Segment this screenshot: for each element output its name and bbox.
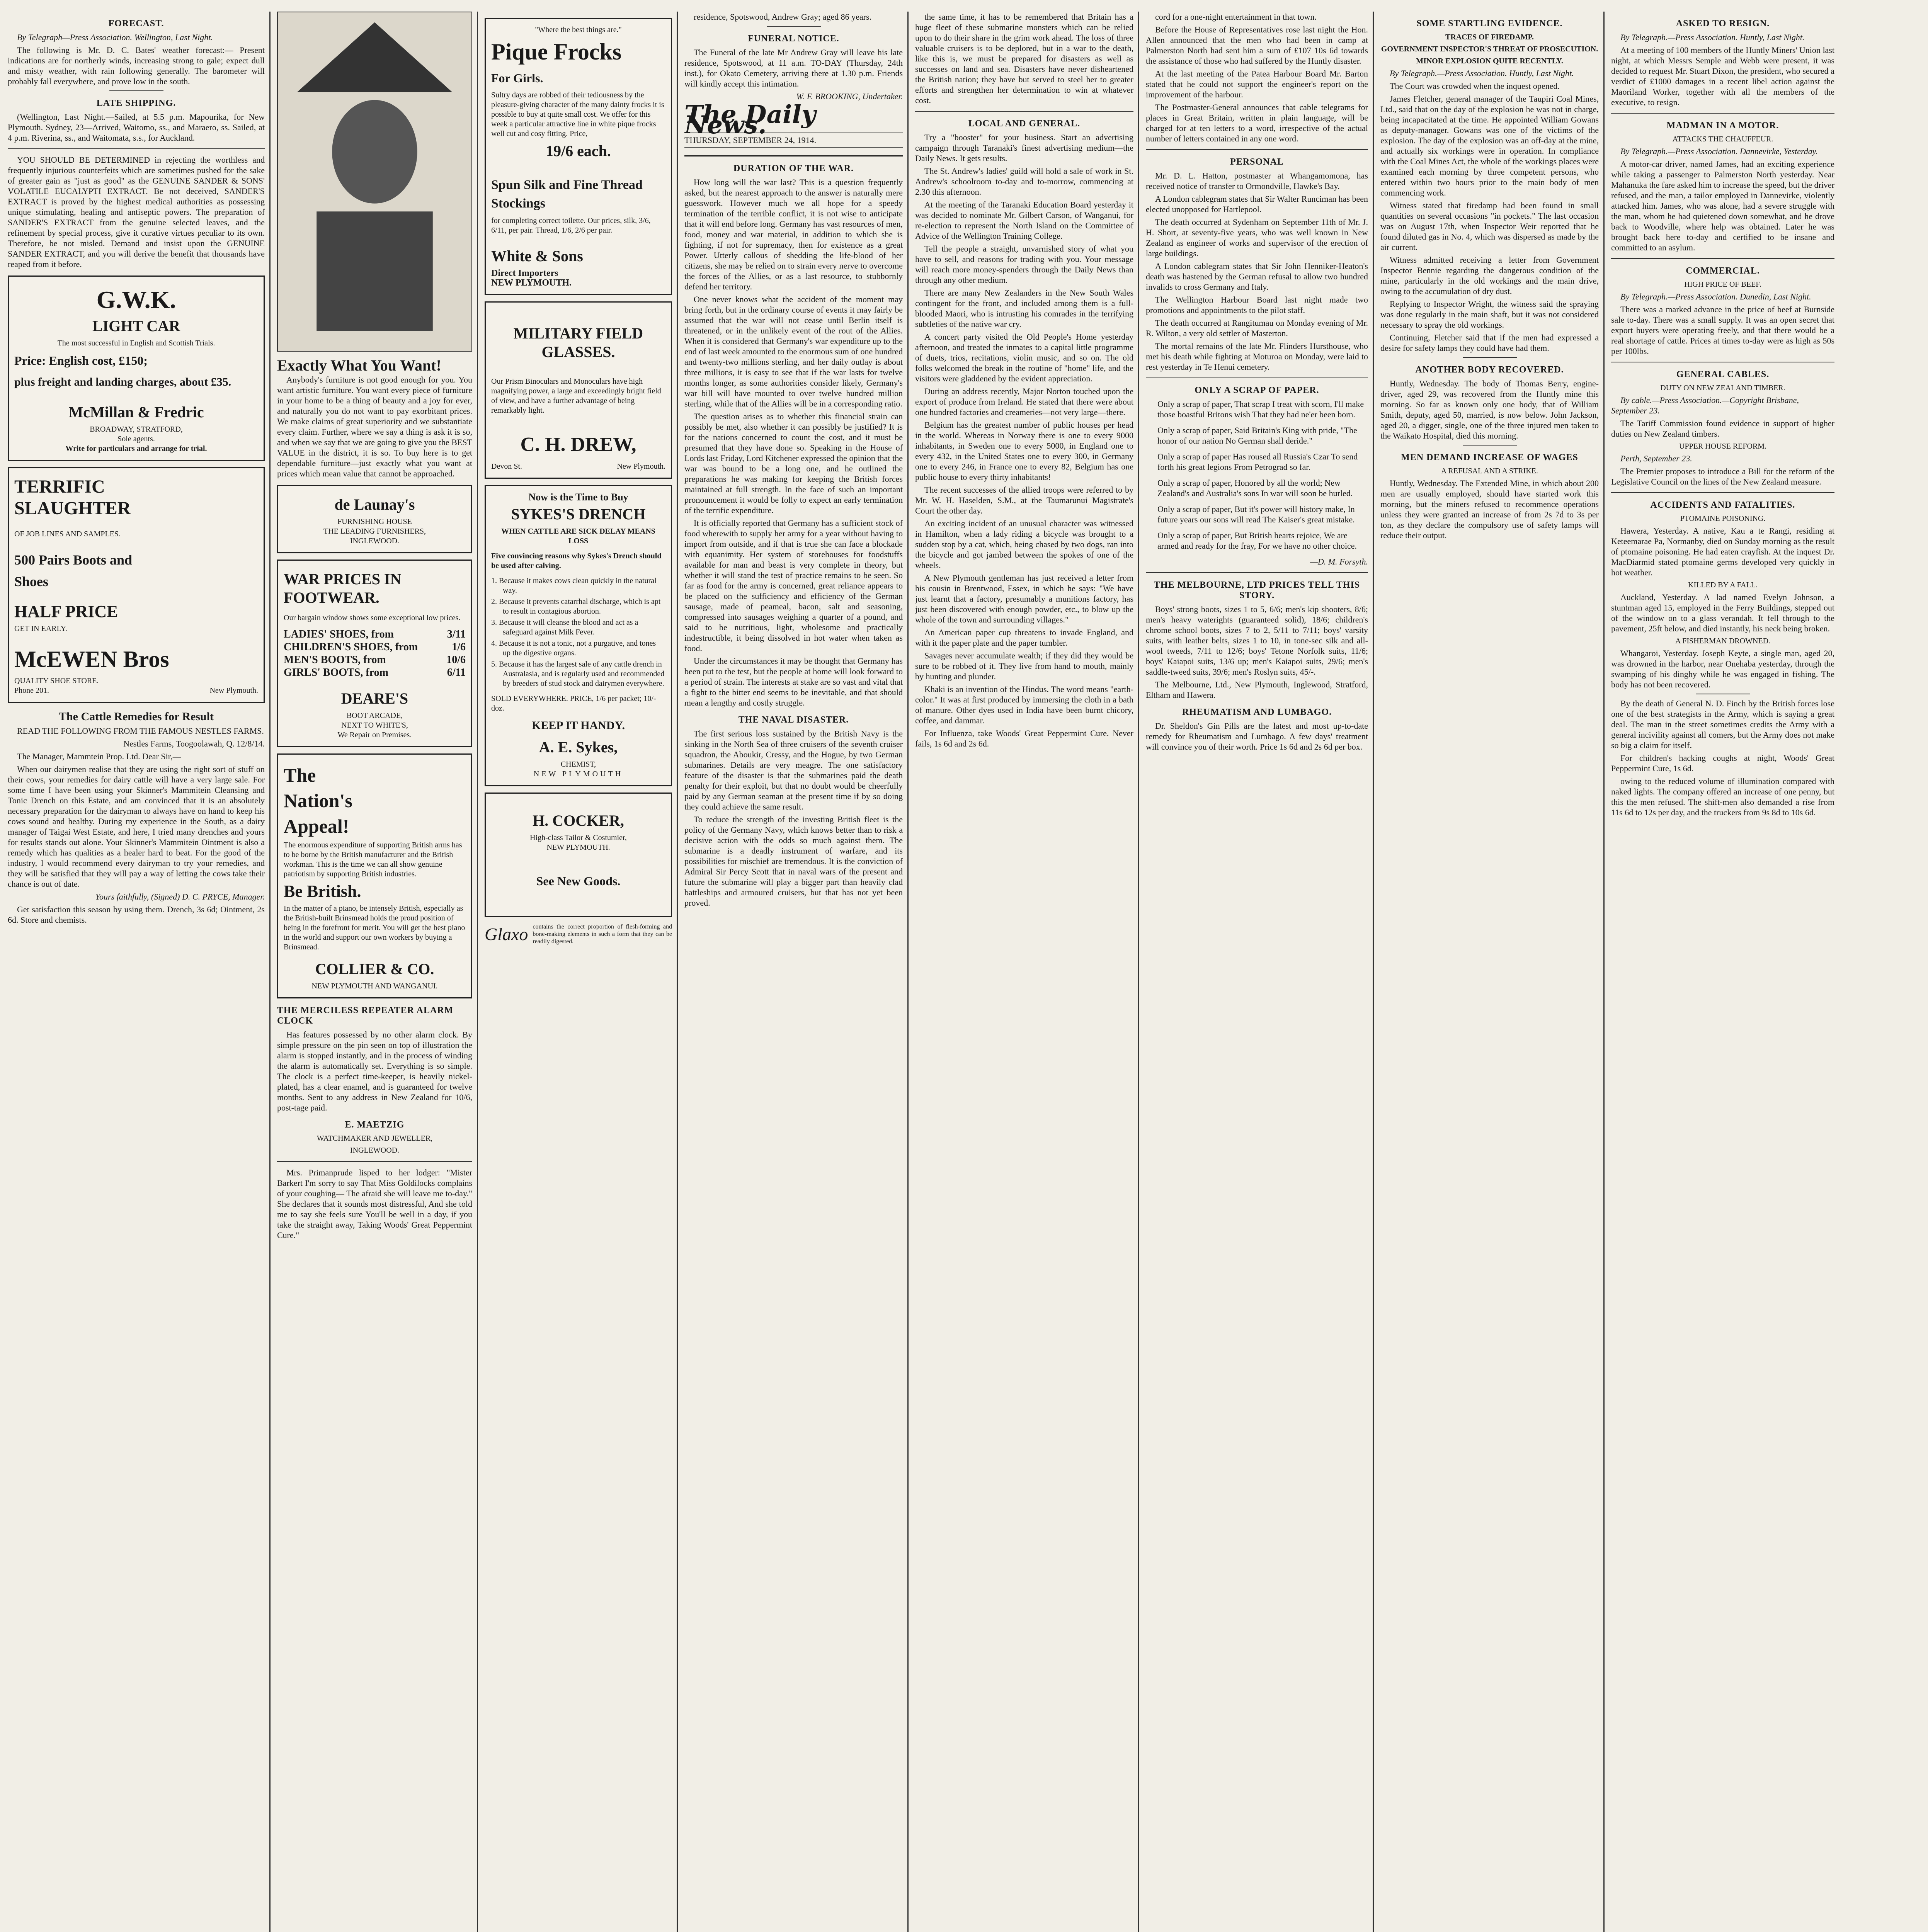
cattle-intro: READ THE FOLLOWING FROM THE FAMOUS NESTLES FARMS. — [17, 726, 264, 736]
glaxo-logo: Glaxo — [485, 924, 528, 944]
deares-name: DEARE'S — [341, 690, 408, 707]
divider — [1611, 258, 1834, 259]
divider — [767, 26, 821, 27]
gwk-car-ad — [8, 276, 265, 461]
local-item-13: Savages never accumulate wealth; if they did they would be sure to be robbed of it. They live from hand to mouth, mainly by hunting and plunder. — [915, 651, 1133, 681]
aesykes-l2: NEW PLYMOUTH — [533, 770, 623, 778]
drew-street: Devon St. — [491, 462, 522, 471]
spun-heading: Spun Silk and Fine Thread Stockings — [491, 178, 643, 211]
sykes-keep: KEEP IT HANDY. — [532, 719, 625, 732]
nation-l2: Nation's — [284, 790, 352, 811]
poem-stanza-3: Only a scrap of paper Has roused all Russia's Czar To send forth his great legions From Petrograd so far. — [1157, 452, 1358, 472]
pique-price: 19/6 each. — [546, 142, 611, 160]
divider — [1463, 357, 1517, 358]
cocker-l2: NEW PLYMOUTH. — [546, 843, 610, 852]
madman-dateline: By Telegraph.—Press Association. Dannevirke, Yesterday. — [1620, 146, 1818, 156]
accidents-heading: ACCIDENTS AND FATALITIES. — [1650, 500, 1795, 510]
gwk-desc: The most successful in English and Scottish Trials. — [57, 339, 215, 347]
exactly-body: Anybody's furniture is not good enough for you. You want artistic furniture. You want every piece of furniture in your home to be a thing of beauty and a joy for ever, and naturally you do not want to pay exorbitant prices. We make claims of great superiority and we substantiate every claim. Further, where we say a thing is ask it is so, and when we say that we are going to give you the BEST VALUE in the district, it is so. To buy here is to get dependable furniture—just exactly what you want at prices which mean value that cannot be approached. — [277, 375, 472, 478]
poem-stanza-4: Only a scrap of paper, Honored by all the world; New Zealand's and Australia's sons In war will soon be hurled. — [1157, 478, 1353, 498]
sykes-now: Now is the Time to Buy — [528, 492, 628, 503]
see-new-goods: See New Goods. — [536, 874, 621, 888]
masthead — [684, 100, 903, 156]
war-para-5: Under the circumstances it may be thought that Germany has been put to the test, but the people at home will look forward to a period of strain. The interests at stake are so vast and vital that a fight to the bitter end seems to be inevitable, and that should mean a lengthy and costly struggle. — [684, 656, 903, 707]
ptomaine-body: Hawera, Yesterday. A native, Kau a te Rangi, residing at Keteemarae Pa, Normanby, died on Sunday morning as the result of ptomaine poisoning. He had eaten crayfish. At the inquest Dr. MacDiarmid stated ptomaine germs developed very quickly in hot weather. — [1611, 526, 1834, 577]
pique-body: Sultry days are robbed of their tediousness by the pleasure-giving character of the many dainty frocks it is possible to buy at quite small cost. We offer for this week a particular attractive line in white pique frocks well cut and cosy fitting. Price, — [491, 91, 664, 138]
maetzig-name: E. MAETZIG — [345, 1120, 405, 1130]
forecast-heading: FORECAST. — [108, 19, 164, 29]
cattle-tail: Get satisfaction this season by using them. Drench, 3s 6d; Ointment, 2s 6d. Store and chemists. — [8, 905, 265, 925]
influenza-notice: For Influenza, take Woods' Great Peppermint Cure. Never fails, 1s 6d and 2s 6d. — [915, 728, 1133, 748]
melbourne-addr: The Melbourne, Ltd., New Plymouth, Inglewood, Stratford, Eltham and Hawera. — [1146, 680, 1368, 700]
poem-heading: ONLY A SCRAP OF PAPER. — [1195, 385, 1319, 395]
local-item-12: An American paper cup threatens to invade England, and with it the paper plate and the paper tumbler. — [915, 628, 1133, 648]
fisher-body: Whangaroi, Yesterday. Joseph Keyte, a single man, aged 20, was drowned in the harbor, near Onehaba yesterday, through the swamping of his dinghy while he was engaged in fishing. The body has not been recovered. — [1611, 648, 1834, 689]
alarm-body: Has features possessed by no other alarm clock. By simple pressure on the pin seen on top of illustration the alarm is stopped instantly, and in the process of winding the alarm is automatically set. Everything is so simple. The clock is a perfect time-keeper, is heavily nickel-plated, has a clear enamel, and is guaranteed for twelve months. Sent to any address in New Zealand for 10/6, post-tage paid. — [277, 1030, 472, 1112]
divider — [1611, 113, 1834, 114]
funeral-sig: W. F. BROOKING, Undertaker. — [796, 92, 903, 101]
column-8 — [1611, 12, 1839, 1932]
pique-tag: "Where the best things are." — [535, 26, 622, 34]
column-3 — [485, 12, 678, 1932]
rheumatism-body: Dr. Sheldon's Gin Pills are the latest and most up-to-date remedy for Rheumatism and Lumbago. A few days' treatment will convince you of their worth. Price 1s 6d and 2s 6d per box. — [1146, 721, 1368, 752]
melbourne-body: Boys' strong boots, sizes 1 to 5, 6/6; men's kip shooters, 8/6; men's heavy waterights (guaranteed solid), 18/6; children's chrome school boots, sizes 7 to 2, 5/11 to 7/11; boys' varsity suits, with leather belts, sizes 1 to 10, in tone-sec silk and all-wool tweeds, 7/11 to 12/6; boys' Tetone Norfolk suits, 11/6; boys' Kaiapoi suits, 13/6 up; men's Kaiapoi suits, 29/6; men's saddle-tweed suits, 39/6; men's Roslyn suits, 45/-. — [1146, 604, 1368, 677]
company-body: owing to the reduced volume of illumination compared with naked lights. The company offered an increase of one penny, but this the men refused. The shift-men also demanded a rise from 11s 6d to 12s per day, and the truckers from 9s 8d to 10s 6d. — [1611, 776, 1834, 817]
cables-heading: GENERAL CABLES. — [1676, 369, 1770, 379]
cocker-ad — [485, 793, 672, 917]
another-body-text: Huntly, Wednesday. The body of Thomas Berry, engine-driver, aged 29, was recovered from the Huntly mine this morning. So far as known only one body, that of William Smith, deputy, aged 50, married, is now below. John Jackson, aged 20, a digger, single, one of the three injured men taken to the Waikato Hospital, died this morning. — [1380, 379, 1599, 440]
price-row-2: MEN'S BOOTS, from 10/6 — [284, 654, 466, 666]
column-1 — [8, 12, 271, 1932]
sykes-sold: SOLD EVERYWHERE. PRICE, 1/6 per packet; 10/- doz. — [491, 694, 656, 713]
delaunay-l3: INGLEWOOD. — [350, 537, 400, 545]
military-glasses-ad — [485, 301, 672, 479]
nation-l3: Appeal! — [284, 815, 349, 837]
column-7 — [1380, 12, 1605, 1932]
delaunay-l1: FURNISHING HOUSE — [337, 517, 412, 526]
sykes-intro: Five convincing reasons why Sykes's Drench should be used after calving. — [491, 552, 662, 570]
sykes-reason-3: 3. Because it will cleanse the blood and act as a safeguard against Milk Fever. — [491, 618, 638, 636]
personal-heading: PERSONAL — [1230, 157, 1284, 167]
slaughter-l6: HALF PRICE — [14, 602, 118, 621]
slaughter-ad — [8, 467, 265, 703]
deares-l3: We Repair on Premises. — [337, 731, 412, 739]
finch-body: By the death of General N. D. Finch by the British forces lose one of the best strategists in the Army, which is saying a great deal. The man in the street sometimes credits the Army with a general incivility against all comers, but the Army does not make so big a claim for itself. — [1611, 699, 1834, 750]
naval-heading: THE NAVAL DISASTER. — [738, 715, 849, 725]
poem-stanza-5: Only a scrap of paper, But it's power will history make, In future years our sons will read The Kaiser's great mistake. — [1157, 504, 1355, 524]
gwk-name: G.W.K. — [96, 286, 176, 313]
column-4 — [684, 12, 909, 1932]
local-item-9: The recent successes of the allied troops were referred to by Mr. W. H. Haselden, S.M., at the Taumarunui Magistrate's Court the other day. — [915, 485, 1133, 515]
cough-notice: For children's hacking coughs at night, Woods' Great Peppermint Cure, 1s 6d. — [1611, 753, 1834, 773]
timber-dateline: By cable.—Press Association.—Copyright Brisbane, September 23. — [1611, 395, 1799, 415]
white-name: White & Sons — [491, 247, 583, 265]
sykes-reason-2: 2. Because it prevents catarrhal discharge, which is apt to result in contagious abortion. — [491, 597, 661, 616]
poem-sig: —D. M. Forsyth. — [1310, 557, 1368, 566]
maetzig-l1: WATCHMAKER AND JEWELLER, — [317, 1134, 433, 1143]
sykes-sub: WHEN CATTLE ARE SICK DELAY MEANS LOSS — [501, 527, 655, 545]
cattle-addr: Nestles Farms, Toogoolawah, Q. 12/8/14. — [123, 739, 265, 748]
fall-body: Auckland, Yesterday. A lad named Evelyn Johnson, a stuntman aged 15, employed in the Ferry Buildings, stepped out of the window on to a glass verandah. It fell through to the pavement, 25ft below, and died instantly, his neck being broken. — [1611, 592, 1834, 633]
portrait-illustration — [277, 12, 472, 352]
column-5 — [915, 12, 1139, 1932]
gwk-price: Price: English cost, £150; — [14, 354, 148, 367]
poem-stanza-2: Only a scrap of paper, Said Britain's King with pride, "The honor of our nation No German shall deride." — [1157, 425, 1357, 446]
military-heading: MILITARY FIELD GLASSES. — [513, 325, 643, 361]
war-prices-heading: WAR PRICES IN FOOTWEAR. — [284, 570, 402, 606]
divider — [1611, 492, 1834, 493]
deares-l2: NEXT TO WHITE'S, — [341, 721, 408, 730]
forecast-body: The following is Mr. D. C. Bates' weather forecast:— Present indications are for northerly winds, increasing strong to gale; expect dull and misty weather, with rain following generally. The barometer will probably fall everywhere, and prove low in the south. — [8, 45, 265, 86]
column-2 — [277, 12, 478, 1932]
spun-body: for completing correct toilette. Our prices, silk, 3/6, 6/11, per pair. Thread, 1/6, 2/6 per pair. — [491, 216, 651, 235]
divider — [915, 111, 1133, 112]
sykes-reason-4: 4. Because it is not a tonic, not a purgative, and tones up the digestive organs. — [491, 639, 656, 657]
personal-item-4: A London cablegram states that Sir John Henniker-Heaton's death was hastened by the German refusal to allow two hundred invalids to cross Germany and Italy. — [1146, 261, 1368, 292]
col6-top-1: cord for a one-night entertainment in that town. — [1155, 12, 1317, 22]
local-item-4: Tell the people a straight, unvarnished story of what you have to sell, and reasons for trading with you. Your message will reach more money-spenders through the Daily News than through any other medium. — [915, 244, 1133, 285]
fall-heading: KILLED BY A FALL. — [1688, 581, 1758, 589]
mcewen-name: McEWEN Bros — [14, 646, 169, 672]
funeral-body: The Funeral of the late Mr Andrew Gray will leave his late residence, Spotswood, at 11 a.m. TO-DAY (Thursday, 24th inst.), for Okato Cemetery, arriving there at 1.30 p.m. Friends will kindly accept this intimation. — [684, 48, 903, 88]
nation-l1: The — [284, 764, 316, 786]
war-para-3: The question arises as to whether this financial strain can possibly be met, also whether it can possibly be justified? It is for the nations concerned to count the cost, and it must be presumed that they have done so. Speaking in the House of Lords last Friday, Lord Kitchener expressed the opinion that the war was bound to be a long one, and he outlined the preparations he was making for keeping the British forces maintained at full strength. In the face of such an important pronouncement it would be folly to expect an early termination of the terrific expenditure. — [684, 412, 903, 515]
huntly-para-3: Witness stated that firedamp had been found in small quantities on several occasions "in pockets." The last occasion was on August 17th, when Inspector Weir reported that he found diluted gas in No. 4, which was dispersed as made by the air current. — [1380, 201, 1599, 252]
cocker-name: H. COCKER, — [533, 812, 624, 829]
huntly-para-5: Replying to Inspector Wright, the witness said the spraying was done regularly in the main shaft, but it was not considered necessary to spray the old workings. — [1380, 299, 1599, 330]
personal-item-2: A London cablegram states that Sir Walter Runciman has been elected unopposed for Hartlepool. — [1146, 194, 1368, 214]
poem-stanza-6: Only a scrap of paper, But British hearts rejoice, We are armed and ready for the fray, For we have no other choice. — [1157, 531, 1357, 551]
divider — [8, 148, 265, 149]
timber-body: The Tariff Commission found evidence in support of higher duties on New Zealand timbers. — [1611, 418, 1834, 439]
pique-heading: Pique Frocks — [491, 39, 622, 65]
rheumatism-heading: RHEUMATISM AND LUMBAGO. — [1182, 707, 1332, 717]
another-body-heading: ANOTHER BODY RECOVERED. — [1415, 365, 1564, 375]
forecast-dateline: By Telegraph—Press Association. Wellington, Last Night. — [17, 32, 213, 42]
mcewen-tag: QUALITY SHOE STORE. — [14, 677, 99, 685]
local-item-5: There are many New Zealanders in the New South Wales contingent for the front, and included among them is a full-blooded Maori, who is intrusting his comrades in the terrifying subtleties of the native war cry. — [915, 288, 1133, 329]
upper-dateline: Perth, September 23. — [1620, 454, 1692, 463]
mcewen-town: New Plymouth. — [209, 686, 258, 695]
madman-sub: ATTACKS THE CHAUFFEUR. — [1672, 135, 1773, 143]
slaughter-l4: 500 Pairs Boots and — [14, 552, 133, 568]
local-item-1: Try a "booster" for your business. Start an advertising campaign through Taranaki's finest advertising medium—the Daily News. It gets results. — [915, 133, 1133, 163]
alarm-heading: THE MERCILESS REPEATER ALARM CLOCK — [277, 1005, 454, 1026]
column-6 — [1146, 12, 1374, 1932]
slaughter-l3: OF JOB LINES AND SAMPLES. — [14, 530, 121, 538]
pique-sub: For Girls. — [491, 71, 543, 85]
fisher-heading: A FISHERMAN DROWNED. — [1675, 637, 1771, 645]
naval-para-2: To reduce the strength of the investing British fleet is the policy of the Germany Navy, which knows better than to risk a decisive action with the odds so much against them. The submarine is a deadly instrument of warfare, and its possibilities for mischief are tremendous. It is the conviction of Admiral Sir Percy Scott that in naval wars of the present and future the submarine will play a bigger part than heavily clad battleships and armoured cruisers, but that has not yet been proved. — [684, 815, 903, 908]
local-heading: LOCAL AND GENERAL. — [968, 119, 1081, 129]
mcmillan-agents: Sole agents. — [117, 435, 155, 443]
local-item-7: During an address recently, Major Norton touched upon the export of produce from Ireland. He stated that there were about one hundred factories and creameries—not very large—there. — [915, 386, 1133, 417]
shipping-body: (Wellington, Last Night.—Sailed, at 5.5 p.m. Mapourika, for New Plymouth. Sydney, 23—Arrived, Waitomo, ss., and Maraero, ss. Sailed, at 4 p.m. Riverina, ss., and Waitomata, s.s., for Auckland. — [8, 112, 265, 143]
deares-l1: BOOT ARCADE, — [346, 711, 403, 720]
naval-continued: the same time, it has to be remembered that Britain has a huge fleet of these submarine monsters which can be relied upon to do their share in the grim work ahead. The loss of three valuable cruisers is to be deplored, but in a war to the death, like this is, we must be prepared for disasters as well as successes on land and sea. Disasters have never disheartened the British nation; they have but served to steel her to greater efforts and strengthen her determination to win at whatever cost. — [915, 12, 1133, 105]
local-item-8: Belgium has the greatest number of public houses per head in the world. Whereas in Norway there is one to every 9000 inhabitants, in Sweden one to every 5000, in England one to every 432, in the United States one to every 300, in Germany one to every 246, in France one to every 82, Belgium has one public house to every thirty inhabitants! — [915, 420, 1133, 482]
poem-stanza-1: Only a scrap of paper, That scrap I treat with scorn, I'll make those boastful Britons wish That they had ne'er been born. — [1157, 399, 1364, 419]
issue-date: THURSDAY, SEPTEMBER 24, 1914. — [684, 133, 903, 148]
divider — [109, 90, 163, 91]
war-prices-intro: Our bargain window shows some exceptional low prices. — [284, 614, 461, 622]
local-item-2: The St. Andrew's ladies' guild will hold a sale of work in St. Andrew's schoolroom to-day and to-morrow, commencing at 2.30 this afternoon. — [915, 166, 1133, 197]
sander-ad-body: YOU SHOULD BE DETERMINED in rejecting the worthless and frequently injurious counterfeits which are sometimes pushed for the sake of greater gain as "just as good" as the GENUINE SANDER & SONS' VOLATILE EUCALYPTI EXTRACT. Be not deceived, SANDER'S EXTRACT is proved by the highest medical authorities as possessing unique stimulating, healing and antiseptic powers. The preparation of SANDER'S EXTRACT from the genuine selected leaves, and the refinement by special process, give it curative virtues peculiar to its own. Therefore, be not misled. Demand and insist upon the GENUINE SANDER EXTRACT, and you will derive the benefit that thousands have reaped from it before. — [8, 155, 265, 269]
cattle-to: The Manager, Mammtein Prop. Ltd. Dear Sir,— — [17, 752, 181, 761]
nation-appeal-ad — [277, 753, 472, 998]
slaughter-l2: SLAUGHTER — [14, 498, 131, 519]
local-item-3: At the meeting of the Taranaki Education Board yesterday it was decided to nominate Mr. Gilbert Carson, of Wanganui, for re-election to represent the North Island on the Committee of Advice of the Wellington Training College. — [915, 200, 1133, 241]
poem — [1146, 399, 1368, 551]
delaunay-name: de Launay's — [334, 496, 415, 513]
white-l1: Direct Importers — [491, 268, 558, 278]
pique-frocks-ad — [485, 18, 672, 295]
man-portrait-icon — [278, 12, 471, 351]
price-row-0: LADIES' SHOES, from 3/11 — [284, 628, 466, 640]
resign-body: At a meeting of 100 members of the Huntly Miners' Union last night, at which Messrs Semple and Webb were present, it was decided to request Mr. Stuart Dixon, the president, who secured a verdict of £1000 damages in a recent libel action against the Maoriland Worker, together with all the members of the executive, to resign. — [1611, 45, 1834, 107]
funeral-heading: FUNERAL NOTICE. — [748, 34, 839, 44]
timber-heading: DUTY ON NEW ZEALAND TIMBER. — [1660, 384, 1785, 392]
glaxo-note: contains the correct proportion of flesh-forming and bone-making elements in such a form that they can be readily digested. — [533, 923, 672, 945]
personal-item-3: The death occurred at Sydenham on September 11th of Mr. J. H. Short, at seventy-five years, who was well known in New Zealand as engineer of works and supervisor of the erection of large buildings. — [1146, 217, 1368, 258]
drew-town: New Plymouth. — [617, 462, 665, 471]
upper-body: The Premier proposes to introduce a Bill for the reform of the Legislative Council on the lines of the New Zealand measure. — [1611, 466, 1834, 486]
beef-dateline: By Telegraph.—Press Association. Dunedin, Last Night. — [1620, 292, 1811, 301]
shipping-heading: LATE SHIPPING. — [96, 98, 176, 108]
war-duration-heading: DURATION OF THE WAR. — [733, 163, 854, 173]
maetzig-l2: INGLEWOOD. — [350, 1146, 400, 1155]
mcmillan-note: Write for particulars and arrange for trial. — [65, 444, 207, 453]
glaxo-ad — [485, 923, 672, 945]
war-para-2: One never knows what the accident of the moment may bring forth, but in the ordinary course of events it may fairly be assumed that the war will not cease until Berlin itself is threatened, or in the unlikely event of the rout of the Allies. When it is considered that Germany's war expenditure up to the end of last week amounted to the enormous sum of one hundred and twenty-two millions sterling, and her daily outlay is about three millions, it is easy to see that if the war lasts for twelve months longer, as some authorities consider likely, Germany's war bill will have mounted to over twelve hundred million sterling, while that of the Allies will be in a corresponding ratio. — [684, 294, 903, 408]
huntly-sub-1: TRACES OF FIREDAMP. — [1445, 33, 1534, 41]
upper-heading: UPPER HOUSE REFORM. — [1679, 442, 1767, 451]
resign-dateline: By Telegraph.—Press Association. Huntly, Last Night. — [1620, 32, 1805, 42]
madman-body: A motor-car driver, named James, had an exciting experience while taking a passenger to Palmerston North yesterday. Near Mahanuka the fare asked him to increase the speed, but the driver refused, and the man, a tailor employed in Dannevirke, violently attacked him. James, who was alone, had a severe struggle with the man, whom he had quietened down somewhat, and he drove back to Woodville, where help was obtained. Later he was brought back here to-day and certified to be insane and committed to an asylum. — [1611, 159, 1834, 252]
col6-top-3: At the last meeting of the Patea Harbour Board Mr. Barton stated that he could not support the engineer's report on the improvement of the harbour. — [1146, 69, 1368, 99]
mcmillan-name: McMillan & Fredric — [68, 403, 204, 421]
divider — [1146, 149, 1368, 150]
sykes-drench-ad — [485, 485, 672, 786]
collier-name: COLLIER & CO. — [315, 960, 434, 978]
local-item-14: Khaki is an invention of the Hindus. The word means "earth-color." It was at first produced by immersing the cloth in a bath of manure. Other dyes used in India have been burnt chicory, coffee, and dammar. — [915, 684, 1133, 725]
divider — [277, 1161, 472, 1162]
wages-sub: A REFUSAL AND A STRIKE. — [1441, 467, 1538, 475]
gwk-model: LIGHT CAR — [92, 317, 180, 335]
madman-heading: MADMAN IN A MOTOR. — [1666, 121, 1779, 131]
personal-item-5: The Wellington Harbour Board last night made two promotions and appointments to the pilot staff. — [1146, 295, 1368, 315]
personal-item-7: The mortal remains of the late Mr. Flinders Hursthouse, who met his death while fighting at Moturoa on Monday, were laid to rest yesterday in Te Henui cemetery. — [1146, 341, 1368, 372]
mcmillan-addr: BROADWAY, STRATFORD, — [90, 425, 183, 434]
sykes-heading: SYKES'S DRENCH — [511, 505, 646, 523]
local-item-11: A New Plymouth gentleman has just received a letter from his cousin in Brentwood, Essex, in which he says: "We have just learnt that a factory, presumably a munitions factory, has just been discovered with enough powder, etc., to blow up the whole of the town and surrounding villages." — [915, 573, 1133, 624]
cocker-l1: High-class Tailor & Costumier, — [530, 833, 627, 842]
british-body: In the matter of a piano, be intensely British, especially as the British-built Brinsmead holds the proud position of being in the forefront for merit. You will get the best piano in the world and support our own workers by buying a Brinsmead. — [284, 904, 465, 951]
beef-body: There was a marked advance in the price of beef at Burnside sale to-day. There was a small supply. It was an open secret that export buyers were operating freely, and that there would be a real shortage of cattle. Prices at times to-day were as high as 50s per 100lbs. — [1611, 304, 1834, 356]
huntly-para-1: The Court was crowded when the inquest opened. — [1390, 81, 1560, 91]
local-item-6: A concert party visited the Old People's Home yesterday afternoon, and treated the inmates to a capital little programme of duets, trios, recitations, violin music, and so on. The old folks welcomed the break in the routine of "home" life, and the visitors were gladdened by the evident appreciation. — [915, 332, 1133, 383]
british-heading: Be British. — [284, 882, 361, 901]
delaunay-l2: THE LEADING FURNISHERS, — [323, 527, 426, 536]
lisp-body: Mrs. Primanprude lisped to her lodger: "Mister Barkert I'm sorry to say That Miss Goldilocks complains of your coughing— The afraid she will leave me to-day." She declares that it sounds most distressful, And she told me to say she feels sure You'll be well in a day, if you take the straight away, Taking Woods' Great Peppermint Cure." — [277, 1168, 472, 1240]
commercial-heading: COMMERCIAL. — [1686, 266, 1760, 276]
war-para-1: How long will the war last? This is a question frequently asked, but the nearest approach to the answer is naturally mere guesswork. However much we all hope for a speedy termination of the terrible conflict, it is not wise to anticipate that it will end before long. Germany has vast resources of men, food, money and war material, in addition to which she is fighting, if not for supremacy, then for existence as a great Power. Utterly callous of shedding the life-blood of her citizens, she may be relied on to strain every nerve to overcome the forces of the Allies, or as a last resource, to stubbornly defend her territory. — [684, 177, 903, 291]
col6-top-4: The Postmaster-General announces that cable telegrams for places in Great Britain, written in plain language, will be charged for at ten letters to a word, irrespective of the actual number of letters contained in any one word. — [1146, 102, 1368, 143]
exactly-heading: Exactly What You Want! — [277, 357, 441, 374]
resign-heading: ASKED TO RESIGN. — [1676, 19, 1770, 29]
huntly-para-2: James Fletcher, general manager of the Taupiri Coal Mines, Ltd., said that on the day of the explosion he was not in charge, being incapacitated at the time. He appointed William Gowans as deputy-manager. Gowans was one of the victims of the explosion. The day of the explosion was an off-day at the mine, and actually six workings were in operation. In compliance with the Coal Mines Act, the whole of the workings places were examined each morning by three competent persons, who entered within two hours prior to the main body of men commencing work. — [1380, 94, 1599, 197]
huntly-sub-3: MINOR EXPLOSION QUITE RECENTLY. — [1416, 57, 1563, 65]
personal-item-1: Mr. D. L. Hatton, postmaster at Whangamomona, has received notice of transfer to Ormondville, Hawke's Bay. — [1146, 171, 1368, 191]
local-item-10: An exciting incident of an unusual character was witnessed in Hamilton, when a lady riding a bicycle was brought to a sudden stop by a cat, which, being chased by two dogs, ran into the bicycle and got jambed between the spokes of one of the wheels. — [915, 519, 1133, 570]
mcewen-phone: Phone 201. — [14, 686, 49, 695]
nation-body: The enormous expenditure of supporting British arms has to be borne by the British manufacturer and the British workman. This is the time we can all show genuine patriotism by supporting British industries. — [284, 841, 462, 878]
white-l2: NEW PLYMOUTH. — [491, 278, 572, 288]
divider — [1146, 572, 1368, 573]
slaughter-l7: GET IN EARLY. — [14, 624, 67, 633]
huntly-heading: SOME STARTLING EVIDENCE. — [1416, 19, 1563, 29]
slaughter-l1: TERRIFIC — [14, 476, 105, 497]
aesykes-name: A. E. Sykes, — [539, 738, 618, 756]
death-notice-tail: residence, Spotswood, Andrew Gray; aged 86 years. — [694, 12, 872, 22]
naval-para-1: The first serious loss sustained by the British Navy is the sinking in the North Sea of three cruisers of the seventh cruiser squadron, the Aboukir, Cressy, and the Hogue, by two German submarines. Details are very meagre. The one satisfactory feature of the disaster is that the submarines paid the death penalty for their exploit, but that no doubt would be cheerfully paid by any German seaman at the present time if by so doing they could achieve the same result. — [684, 729, 903, 811]
sykes-reason-5: 5. Because it has the largest sale of any cattle drench in Australasia, and is regularly used and recommended by breeders of stud stock and dairymen everywhere. — [491, 660, 665, 688]
war-para-4: It is officially reported that Germany has a sufficient stock of food wherewith to supply her army for a year without having to import from outside, and if that is true she can face a blockade with equanimity. Her system of storehouses for foodstuffs available for man and beast is very complete in theory, but whether it will stand the test of practice remains to be seen. So far as food for the army is concerned, great reliance appears to be placed on the sufficiency and efficiency of the German sausage, made of peameal, bacon, salt and seasoning, compressed into sausages weighing a quarter of a pound, and said to be nutritious, light, wholesome and practically indestructible, it being dissolved in hot water when taken as food. — [684, 518, 903, 653]
huntly-dateline: By Telegraph.—Press Association. Huntly, Last Night. — [1390, 68, 1574, 78]
gwk-plus: plus freight and landing charges, about £35. — [14, 376, 231, 388]
aesykes-l1: CHEMIST, — [560, 760, 596, 769]
huntly-sub-2: GOVERNMENT INSPECTOR'S THREAT OF PROSECUTION. — [1381, 45, 1598, 53]
war-prices-ad — [277, 560, 472, 747]
price-row-1: CHILDREN'S SHOES, from 1/6 — [284, 641, 466, 653]
col6-top-2: Before the House of Representatives rose last night the Hon. Allen announced that the men who had been in camp at Palmerston North had sent him a sum of £107 10s 6d towards the assistance of those who had suffered by the Huntly disaster. — [1146, 25, 1368, 66]
wages-body: Huntly, Wednesday. The Extended Mine, in which about 200 men are usually employed, should have started work this morning, but the miners refused to recommence operations unless they were granted an increase of from 2s 7d to 3s per ton, as they declare the compulsory use of safety lamps will reduce their output. — [1380, 478, 1599, 540]
personal-item-6: The death occurred at Rangitumau on Monday evening of Mr. R. Wilton, a very old settler of Masterton. — [1146, 318, 1368, 338]
drew-name: C. H. DREW, — [520, 434, 636, 456]
price-row-3: GIRLS' BOOTS, from 6/11 — [284, 667, 466, 679]
masthead-title: The Daily News. — [684, 100, 816, 139]
ptomaine-heading: PTOMAINE POISONING. — [1680, 514, 1766, 523]
slaughter-l5: Shoes — [14, 574, 49, 589]
huntly-para-6: Continuing, Fletcher said that if the men had expressed a desire for safety lamps they could have had them. — [1380, 333, 1599, 353]
cattle-heading: The Cattle Remedies for Result — [58, 710, 214, 723]
huntly-para-4: Witness admitted receiving a letter from Government Inspector Bennie regarding the dangerous condition of the mine, particularly in the old workings and the main drive, owing to the accumulation of dry dust. — [1380, 255, 1599, 296]
cattle-sig: Yours faithfully, (Signed) D. C. PRYCE, Manager. — [95, 892, 265, 901]
sykes-reason-1: 1. Because it makes cows clean quickly in the natural way. — [491, 577, 657, 595]
beef-heading: HIGH PRICE OF BEEF. — [1684, 280, 1761, 289]
divider — [1463, 445, 1517, 446]
cattle-body: When our dairymen realise that they are using the right sort of stuff on their cows, your remedies for dairy cattle will have a very large sale. For some time I have been using your Skinner's Mammitein Cleansing and Tonic Drench on this Estate, and am convinced that it is an absolutely necessary preparation for the dairyman to always have on hand to keep his cows sound and healthy. During my experience in the South, as a dairy manager of Taigai West Estate, and here, I tried many drenches and yours for results stands out alone. Your Skinner's Mammitein Ointment is also a remedy which has qualities as a healer hard to beat. For the good of the industry, I would recommend every dairyman to try your remedies, and they will be satisfied that they will pay a way of letting the cows take their chance is out of date. — [8, 764, 265, 889]
collier-towns: NEW PLYMOUTH AND WANGANUI. — [311, 982, 438, 990]
delaunay-ad — [277, 485, 472, 553]
military-body: Our Prism Binoculars and Monoculars have high magnifying power, a large and exceedingly bright field of view, and have a further advantage of being remarkably light. — [491, 377, 661, 415]
melbourne-heading: THE MELBOURNE, LTD PRICES TELL THIS STORY. — [1154, 580, 1360, 600]
wages-heading: MEN DEMAND INCREASE OF WAGES — [1401, 452, 1578, 463]
